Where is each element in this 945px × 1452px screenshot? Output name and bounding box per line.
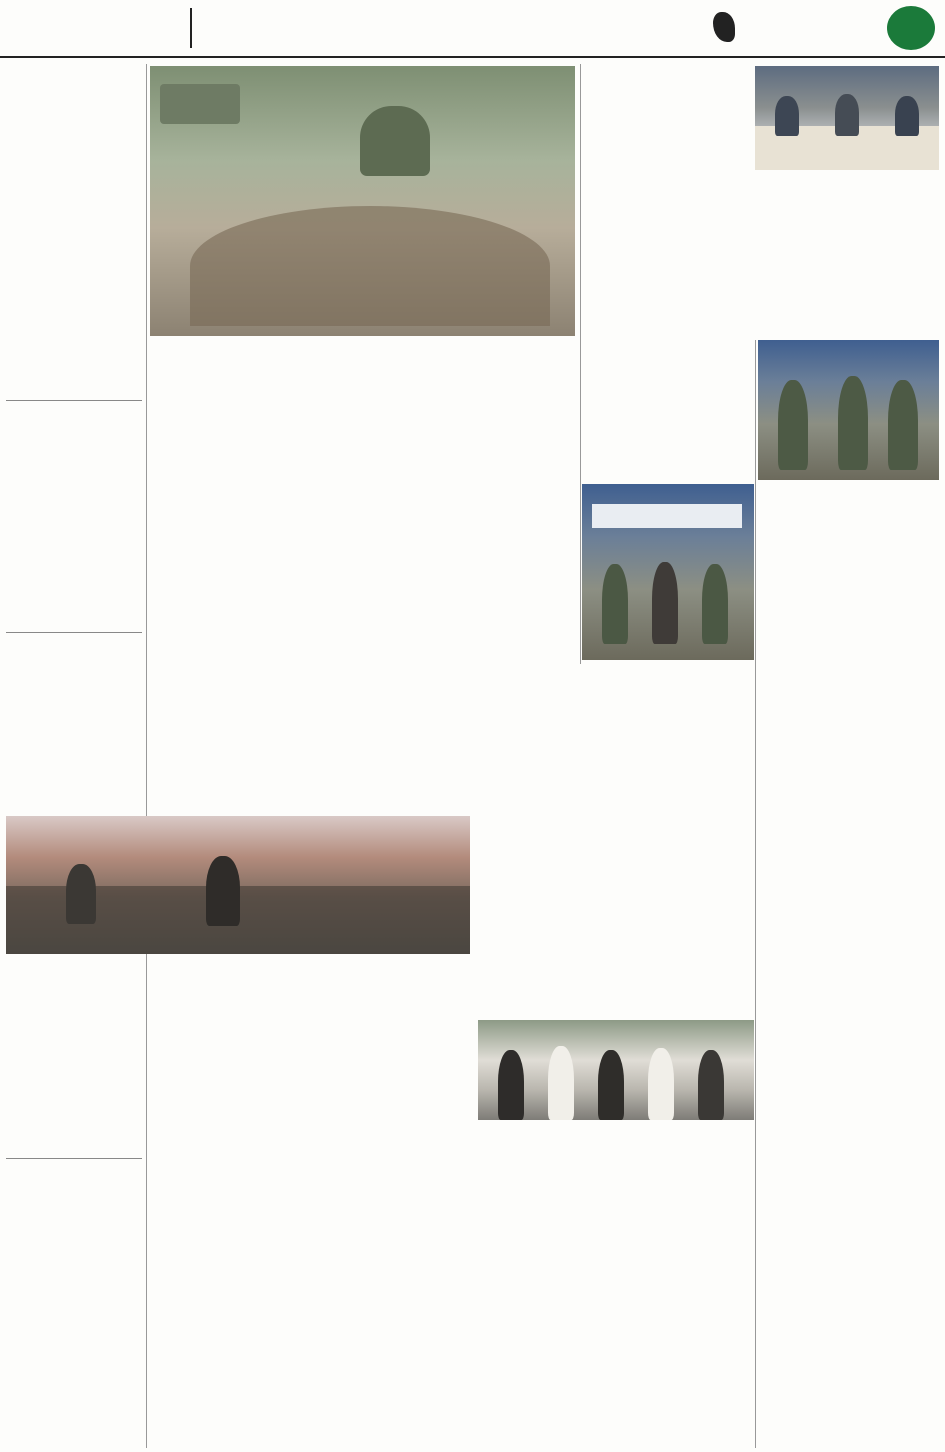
- article-pachbibi: [478, 484, 578, 744]
- masthead: [0, 0, 945, 58]
- article-body: [478, 1196, 754, 1446]
- masthead-divider: [190, 8, 192, 48]
- page-number: [887, 6, 935, 50]
- army-patrol-photo: [758, 340, 939, 480]
- article-body: [150, 1162, 470, 1446]
- left-column: [6, 66, 142, 1446]
- column-rule: [146, 64, 147, 1448]
- article-baraigram: [760, 818, 940, 1108]
- article-rajshahi: [6, 66, 142, 396]
- article-body: [582, 738, 754, 808]
- column-rule: [580, 64, 581, 664]
- article-body: [582, 856, 754, 1016]
- article-chattogram: [760, 484, 940, 814]
- article-resign: [760, 1112, 940, 1446]
- bangladesh-map-icon: [713, 12, 735, 42]
- column-rule: [755, 340, 756, 1448]
- police-station-photo: [582, 484, 754, 660]
- article-interim: [478, 748, 578, 1048]
- press-club-meeting-photo: [755, 66, 939, 170]
- road-protest-photo: [150, 66, 575, 336]
- police-return-photo: [478, 1020, 754, 1120]
- article-body: [150, 1030, 470, 1138]
- article-siro-press-club: [478, 340, 578, 480]
- bnp-meeting-photo: [6, 816, 470, 954]
- article-body: [150, 612, 470, 812]
